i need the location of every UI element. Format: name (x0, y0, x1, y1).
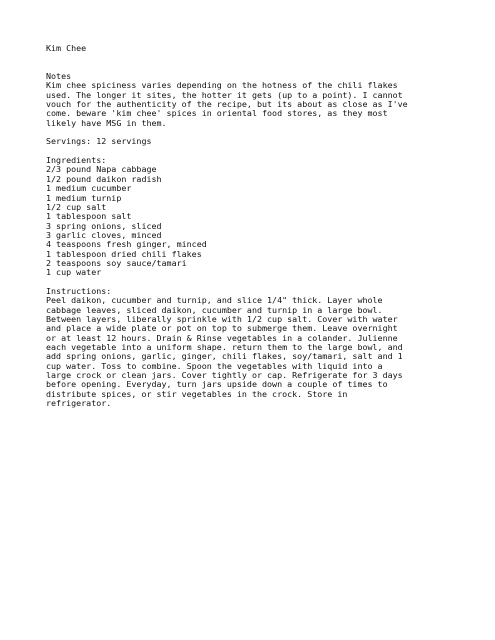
ingredients-heading: Ingredients: (46, 155, 107, 166)
ingredient-item: 3 spring onions, sliced (46, 220, 162, 231)
notes-section (46, 72, 486, 128)
instructions-section (46, 287, 486, 408)
ingredient-item: 2 teaspoons soy sauce/tamari (46, 257, 187, 268)
notes-line: likely have MSG in them. (46, 117, 167, 128)
ingredient-item: 1/2 pound daikon radish (46, 173, 162, 184)
instructions-line: Between layers, liberally sprinkle with 1/2 cup salt. Cover with water (46, 313, 398, 324)
ingredient-item: 1 tablespoon salt (46, 211, 132, 222)
ingredient-item: 4 teaspoons fresh ginger, minced (46, 239, 207, 250)
ingredient-item: 1 cup water (46, 267, 102, 278)
ingredient-item: 3 garlic cloves, minced (46, 229, 162, 240)
instructions-line: cup water. Toss to combine. Spoon the vegetables with liquid into a (46, 360, 383, 371)
spacer (46, 278, 486, 287)
ingredient-item: 2/3 pound Napa cabbage (46, 164, 157, 175)
instructions-line: Peel daikon, cucumber and turnip, and slice 1/4" thick. Layer whole (46, 295, 383, 306)
ingredient-item: 1/2 cup salt (46, 201, 107, 212)
servings-text: Servings: 12 servings (46, 136, 152, 147)
notes-line: used. The longer it sites, the hotter it gets (up to a point). I cannot (46, 89, 403, 100)
instructions-line: large crock or clean jars. Cover tightly or cap. Refrigerate for 3 days (46, 370, 403, 381)
instructions-line: refrigerator. (46, 398, 112, 409)
instructions-line: and place a wide plate or pot on top to submerge them. Leave overnight (46, 323, 398, 334)
spacer (46, 147, 486, 156)
ingredient-item: 1 tablespoon dried chili flakes (46, 248, 202, 259)
instructions-line: before opening. Everyday, turn jars upside down a couple of times to (46, 379, 388, 390)
instructions-line: each vegetable into a uniform shape. return them to the large bowl, and (46, 342, 403, 352)
ingredient-item: 1 medium turnip (46, 192, 122, 203)
ingredient-item: 1 medium cucumber (46, 183, 132, 194)
notes-line: Kim chee spiciness varies depending on the hotness of the chili flakes (46, 80, 398, 91)
recipe-document (46, 44, 486, 408)
instructions-heading: Instructions: (46, 285, 112, 296)
ingredients-section (46, 156, 486, 277)
instructions-line: add spring onions, garlic, ginger, chili flakes, soy/tamari, salt and 1 (46, 351, 403, 362)
recipe-title: Kim Chee (46, 43, 87, 53)
notes-line: vouch for the authenticity of the recipe, but its about as close as I've (46, 99, 408, 110)
instructions-line: cabbage leaves, sliced daikon, cucumber and turnip in a large bowl. (46, 304, 383, 315)
notes-line: come. beware 'kim chee' spices in oriental food stores, as they most (46, 108, 388, 119)
instructions-line: or at least 12 hours. Drain & Rinse vegetables in a colander. Julienne (46, 332, 398, 343)
instructions-line: distribute spices, or stir vegetables in the crock. Store in (46, 388, 348, 399)
notes-heading: Notes (46, 71, 72, 82)
